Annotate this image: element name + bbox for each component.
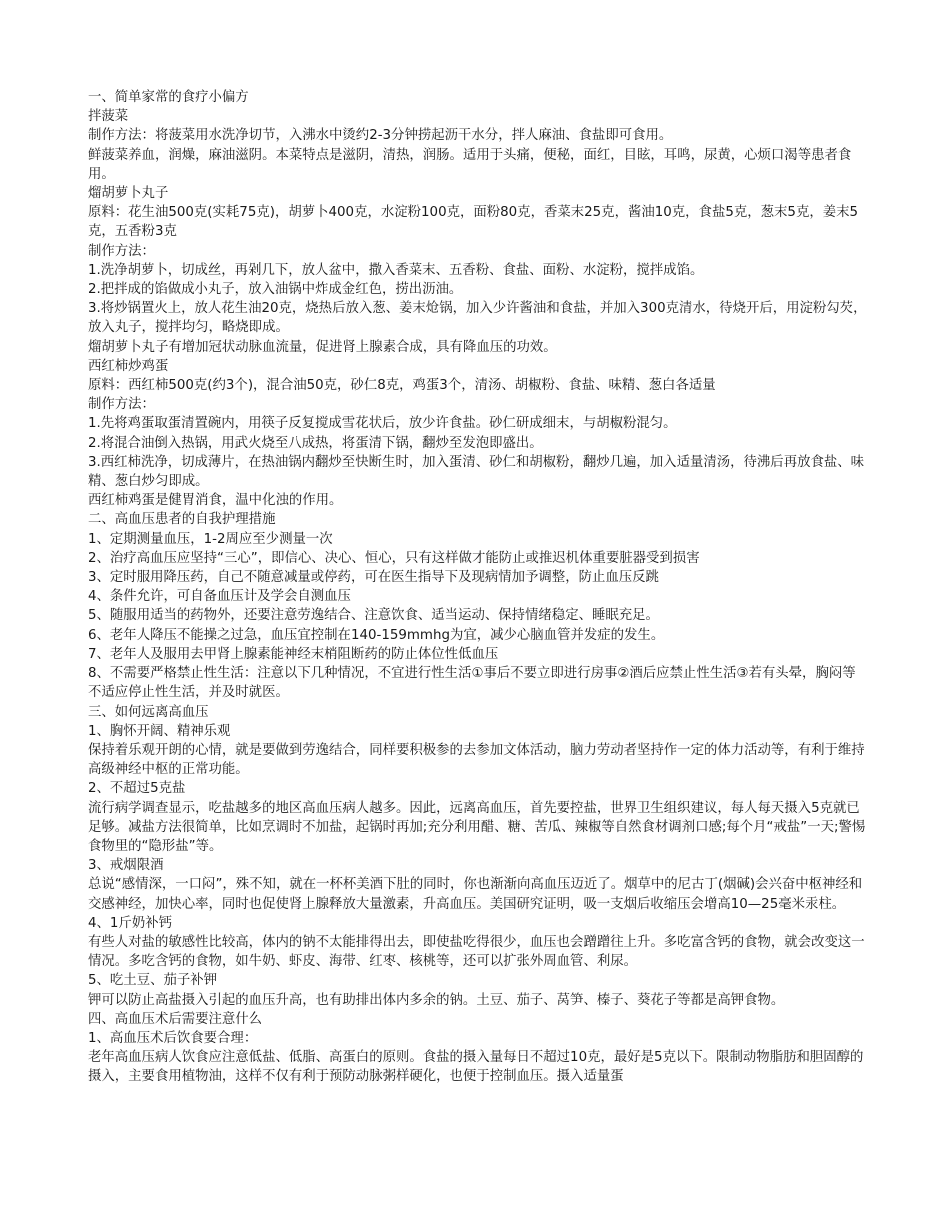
list-item: 1.洗净胡萝卜，切成丝，再剁几下，放人盆中，撒入香菜末、五香粉、食盐、面粉、水淀粉，搅拌成馅。 — [88, 262, 704, 278]
list-item: 4、条件允许，可自备血压计及学会自测血压 — [88, 589, 351, 605]
section-heading: 二、高血压患者的自我护理措施 — [88, 512, 276, 528]
paragraph: 原料：花生油500克(实耗75克)，胡萝卜400克，水淀粉100克，面粉80克，香菜末25克，酱油10克，食盐5克，葱末5克，姜末5克，五香粉3克 — [88, 205, 859, 240]
subheading: 制作方法： — [88, 243, 155, 259]
subheading: 4、1斤奶补钙 — [88, 915, 172, 931]
list-item: 5、随服用适当的药物外，还要注意劳逸结合、注意饮食、适当运动、保持情绪稳定、睡眠充足。 — [88, 608, 659, 624]
subheading: 1、高血压术后饮食要合理： — [88, 1030, 258, 1046]
paragraph: 老年高血压病人饮食应注意低盐、低脂、高蛋白的原则。食盐的摄入量每日不超过10克，最好是5克以下。限制动物脂肪和胆固醇的摄入，主要食用植物油，这样不仅有利于预防动脉粥样硬化，也便于控制血压。摄入适量蛋 — [88, 1050, 864, 1085]
subheading: 5、吃土豆、茄子补钾 — [88, 973, 218, 989]
paragraph: 鲜菠菜养血，润燥，麻油滋阴。本菜特点是滋阴，清热，润肠。适用于头痛，便秘，面红，目眩，耳鸣，尿黄，心烦口渴等患者食用。 — [88, 147, 852, 182]
recipe-title: 熘胡萝卜丸子 — [88, 186, 169, 202]
list-item: 6、老年人降压不能操之过急，血压宜控制在140-159mmhg为宜，减少心脑血管并发症的发生。 — [88, 627, 665, 643]
list-item: 2、治疗高血压应坚持“三心”，即信心、决心、恒心，只有这样做才能防止或推迟机体重要脏器受到损害 — [88, 550, 700, 566]
paragraph: 有些人对盐的敏感性比较高，体内的钠不太能排得出去，即使盐吃得很少，血压也会蹭蹭往上升。多吃富含钙的食物，就会改变这一情况。多吃含钙的食物，如牛奶、虾皮、海带、红枣、核桃等，还可以扩张外周血管、利尿。 — [88, 934, 865, 970]
subheading: 制作方法： — [88, 397, 155, 413]
paragraph: 熘胡萝卜丸子有增加冠状动脉血流量，促进肾上腺素合成，具有降血压的功效。 — [88, 339, 557, 355]
list-item: 7、老年人及服用去甲肾上腺素能神经末梢阻断药的防止体位性低血压 — [88, 646, 499, 662]
section-heading: 三、如何远离高血压 — [88, 704, 209, 720]
list-item: 8、不需要严格禁止性生活：注意以下几种情况，不宜进行性生活①事后不要立即进行房事②酒后应禁止性生活③若有头晕，胸闷等不适应停止性生活，并及时就医。 — [88, 666, 856, 701]
recipe-title: 西红柿炒鸡蛋 — [88, 358, 169, 374]
paragraph: 总说“感情深，一口闷”，殊不知，就在一杯杯美酒下肚的同时，你也渐渐向高血压迈近了。烟草中的尼古丁(烟碱)会兴奋中枢神经和交感神经，加快心率，同时也促使肾上腺释放大量激素，升高血压。美国研究证明，吸一支烟后收缩压会增高10—25毫米汞柱。 — [88, 877, 863, 912]
list-item: 3.将炒锅置火上，放人花生油20克，烧热后放入葱、姜末炝锅，加入少许酱油和食盐，并加入300克清水，待烧开后，用淀粉勾芡，放入丸子，搅拌均匀，略烧即成。 — [88, 301, 867, 336]
paragraph: 原料：西红柿500克(约3个)，混合油50克，砂仁8克，鸡蛋3个，清汤、胡椒粉、食盐、味精、葱白各适量 — [88, 378, 716, 394]
paragraph: 西红柿鸡蛋是健胃消食，温中化浊的作用。 — [88, 493, 343, 509]
subheading: 2、不超过5克盐 — [88, 781, 186, 797]
subheading: 1、胸怀开阔、精神乐观 — [88, 723, 231, 739]
list-item: 3.西红柿洗净，切成薄片，在热油锅内翻炒至快断生时，加入蛋清、砂仁和胡椒粉，翻炒几遍，加入适量清汤，待沸后再放食盐、味精、葱白炒匀即成。 — [88, 454, 865, 490]
recipe-title: 拌菠菜 — [88, 109, 129, 125]
section-heading: 一、简单家常的食疗小偏方 — [88, 90, 249, 105]
list-item: 1.先将鸡蛋取蛋清置碗内，用筷子反复搅成雪花状后，放少许食盐。砂仁研成细末，与胡椒粉混匀。 — [88, 416, 677, 432]
document-page — [88, 88, 868, 1087]
paragraph: 钾可以防止高盐摄入引起的血压升高，也有助排出体内多余的钠。土豆、茄子、莴笋、榛子、葵花子等都是高钾食物。 — [88, 992, 785, 1008]
list-item: 3、定时服用降压药，自己不随意减量或停药，可在医生指导下及现病情加予调整，防止血压反跳 — [88, 570, 659, 586]
list-item: 1、定期测量血压，1-2周应至少测量一次 — [88, 531, 333, 547]
list-item: 2.将混合油倒入热锅，用武火烧至八成热，将蛋清下锅，翻炒至发泡即盛出。 — [88, 435, 543, 451]
subheading: 3、戒烟限酒 — [88, 858, 164, 874]
paragraph: 流行病学调查显示，吃盐越多的地区高血压病人越多。因此，远离高血压，首先要控盐，世界卫生组织建议，每人每天摄入5克就已足够。减盐方法很简单，比如烹调时不加盐，起锅时再加;充分利用醋、糖、苦瓜、辣椒等自然食材调剂口感;每个月“戒盐”一天;警惕食物里的“隐形盐”等。 — [88, 800, 866, 854]
section-heading: 四、高血压术后需要注意什么 — [88, 1011, 263, 1027]
paragraph: 保持着乐观开朗的心情，就是要做到劳逸结合，同样要积极参的去参加文体活动，脑力劳动者坚持作一定的体力活动等，有利于维持高级神经中枢的正常功能。 — [88, 742, 865, 778]
list-item: 2.把拌成的馅做成小丸子，放入油锅中炸成金红色，捞出沥油。 — [88, 282, 463, 298]
paragraph: 制作方法：将菠菜用水洗净切节，入沸水中烫约2-3分钟捞起沥干水分，拌人麻油、食盐即可食用。 — [88, 128, 673, 144]
